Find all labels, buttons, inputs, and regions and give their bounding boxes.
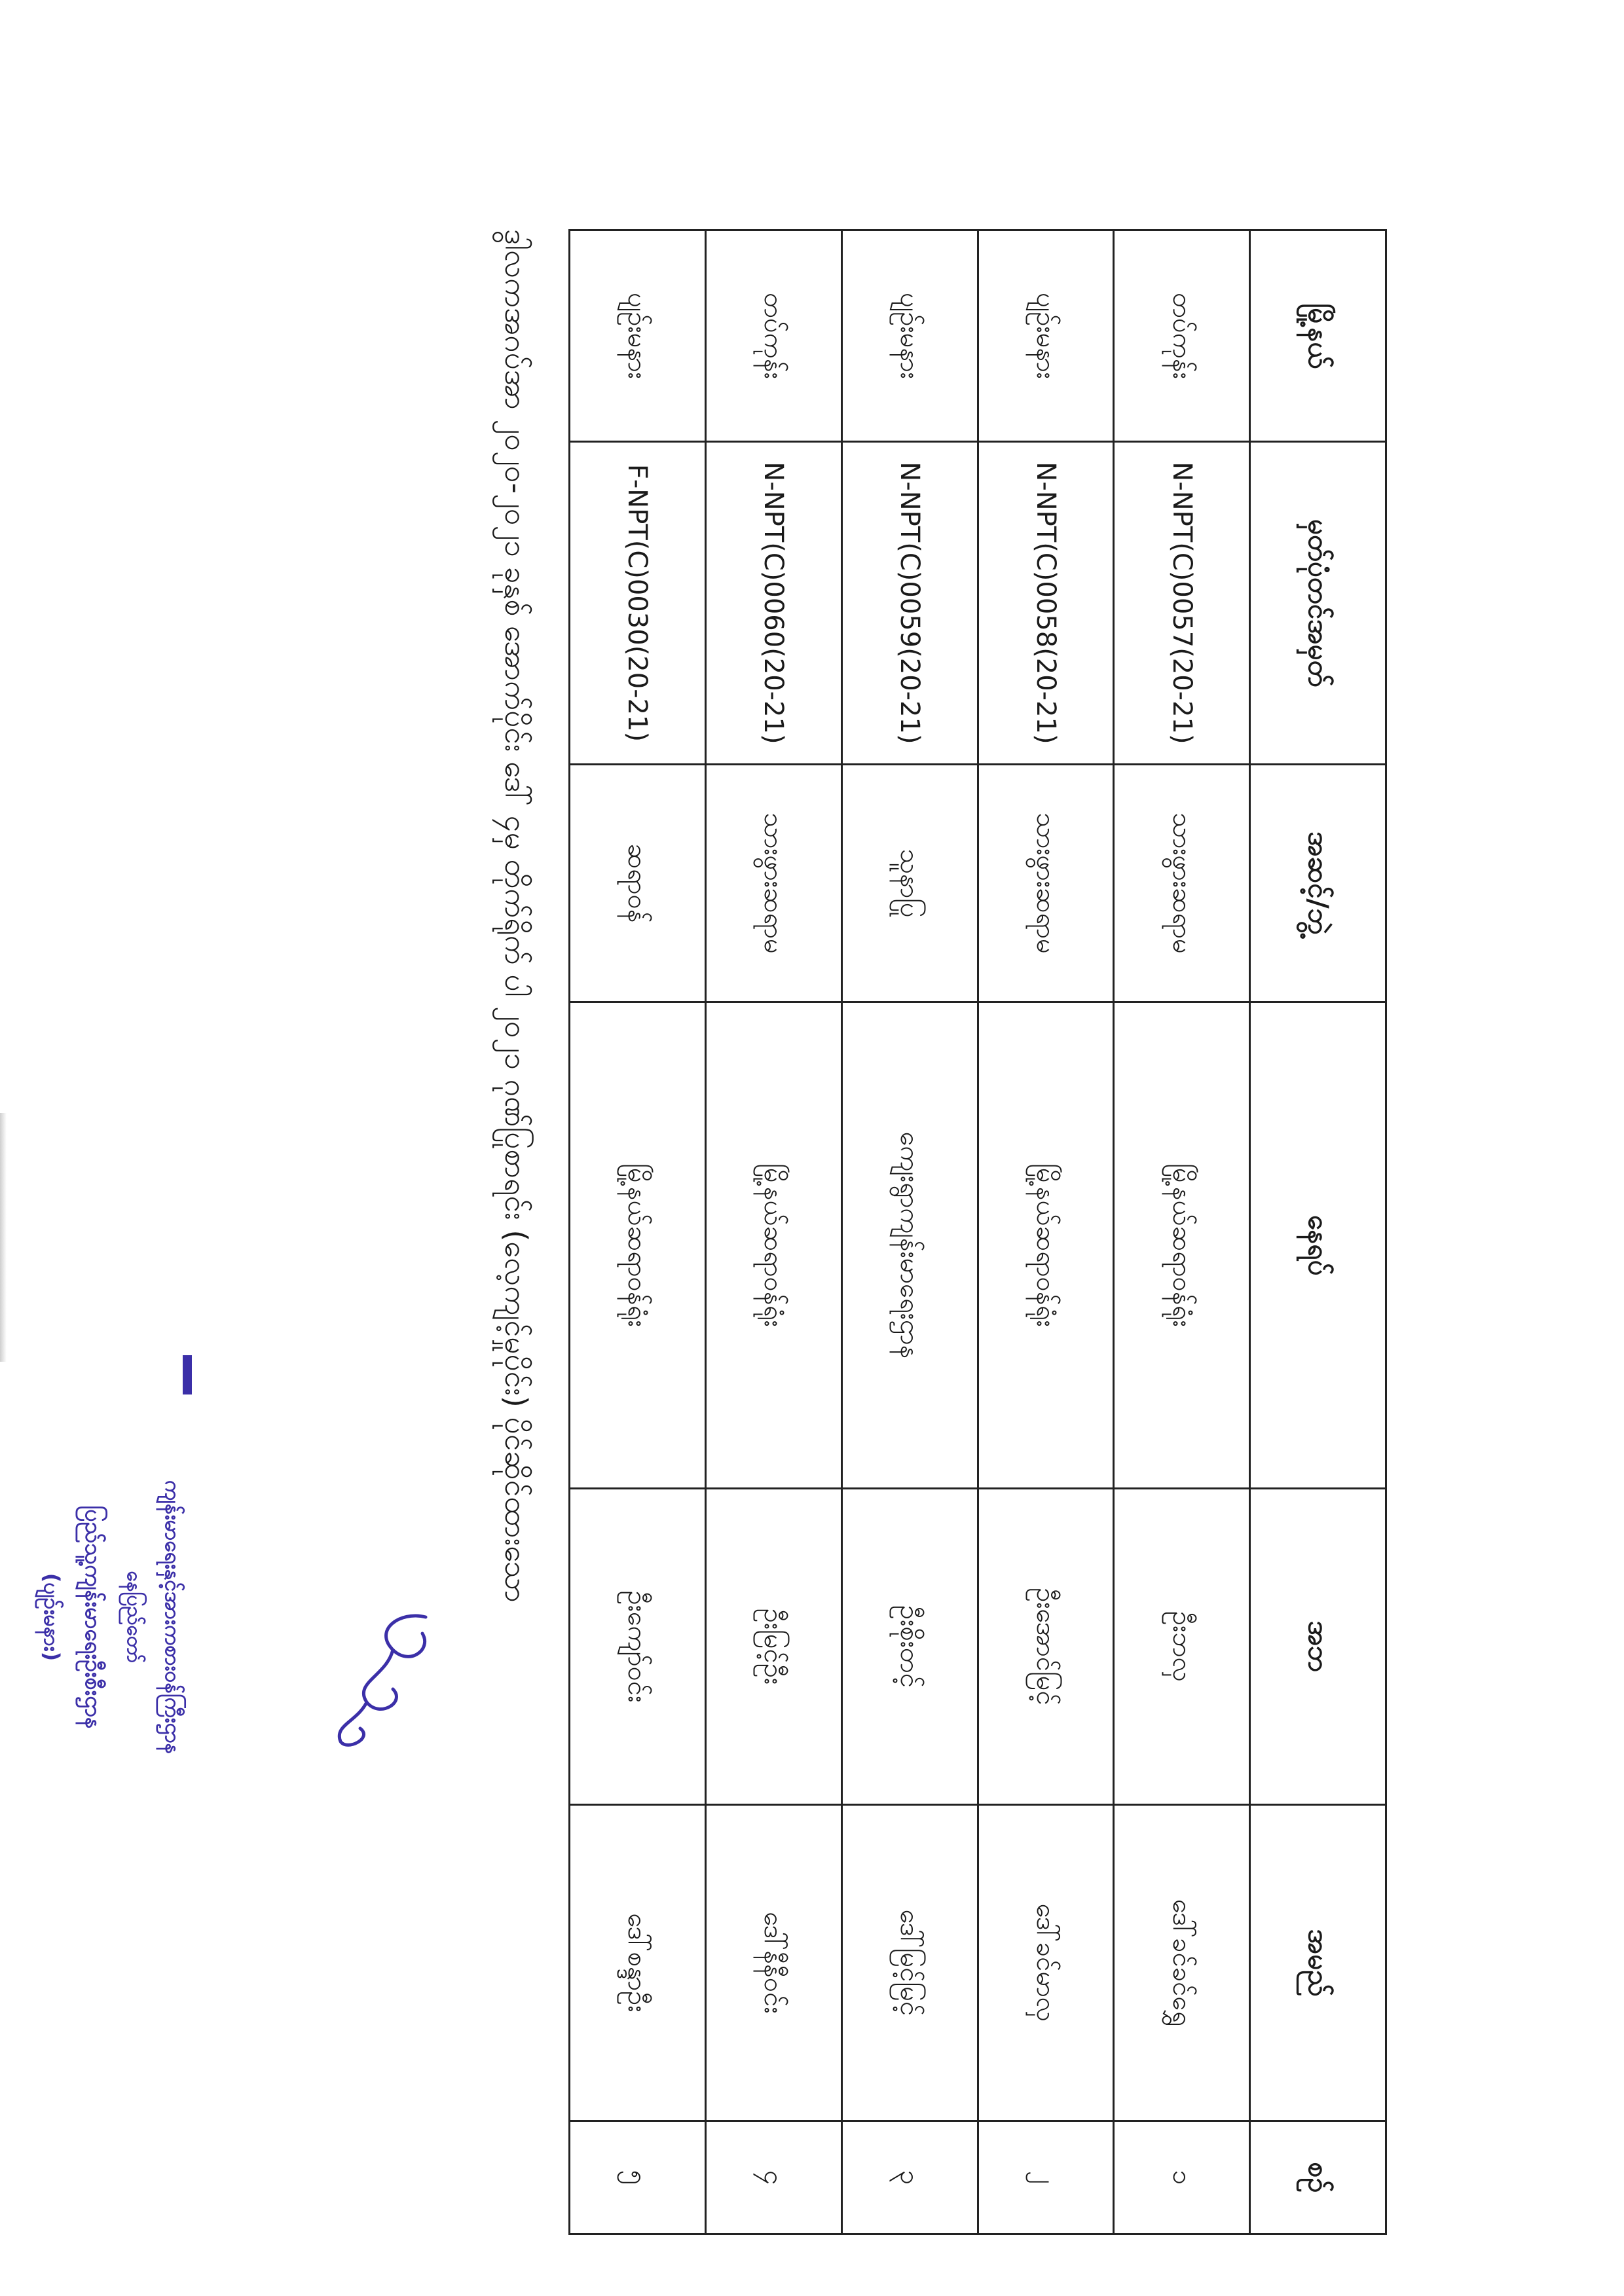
cell-no: ၃ — [841, 2121, 978, 2234]
rotated-page-content — [437, 229, 1387, 2193]
cell-address: မြို့နယ်ဆရာဝန်ရုံး — [978, 1002, 1114, 1489]
header-father: အဘ — [1250, 1489, 1386, 1805]
cell-address: မြို့နယ်ဆရာဝန်ရုံး — [705, 1002, 841, 1489]
cell-address: ကျေးရွာကျန်းမာရေးဌာန — [841, 1002, 978, 1489]
cell-registration: N-NPT(C)0057(20-21) — [1114, 442, 1250, 765]
cell-no: ၁ — [1114, 2121, 1250, 2234]
cell-registration: N-NPT(C)0058(20-21) — [978, 442, 1114, 765]
cell-township: တပ်ကုန်း — [1114, 230, 1250, 442]
header-registration: မှတ်ပုံတင်အမှတ် — [1250, 442, 1386, 765]
cell-status: သားဖွားဆရာမ — [1114, 765, 1250, 1002]
official-stamp — [0, 1394, 187, 1840]
cell-township: ပျဉ်းမနား — [570, 230, 706, 442]
cell-father: ဦးအောင်မြင့် — [978, 1489, 1114, 1805]
table-row — [570, 230, 706, 2234]
cell-name: ဒေါ်နီနီဝင်း — [705, 1805, 841, 2121]
table-row — [705, 230, 841, 2234]
cell-address: မြို့နယ်ဆရာဝန်ရုံး — [1114, 1002, 1250, 1489]
cell-township: ပျဉ်းမနား — [841, 230, 978, 442]
cell-name: ဒေါ်ခင်ခင်ရွှေ — [1114, 1805, 1250, 2121]
stamp-city: နေပြည်တော် — [122, 1571, 145, 1664]
cell-no: ၅ — [570, 2121, 706, 2234]
stamp-township: (ပျဉ်းမနား) — [39, 1573, 64, 1662]
stamp-department: ပြည်သူ့ကျန်းမာရေးဦးစီးဌာန — [80, 1505, 106, 1729]
cell-father: ဦးဘလှ — [1114, 1489, 1250, 1805]
header-name: အမည် — [1250, 1805, 1386, 2121]
cell-township: တပ်ကုန်း — [705, 230, 841, 442]
table-row — [1114, 230, 1250, 2234]
stamp-mark — [183, 1355, 192, 1394]
cell-status: သူနာပြု — [841, 765, 978, 1002]
cell-registration: N-NPT(C)0060(20-21) — [705, 442, 841, 765]
header-no: စဉ် — [1250, 2121, 1386, 2234]
cell-registration: F-NPT(C)0030(20-21) — [570, 442, 706, 765]
cell-father: ဦးကျော်ဝင်း — [570, 1489, 706, 1805]
cell-no: ၂ — [978, 2121, 1114, 2234]
register-table — [568, 229, 1387, 2235]
cell-status: သားဖွားဆရာမ — [978, 765, 1114, 1002]
cell-name: ဒေါ်ခင်မာလှ — [978, 1805, 1114, 2121]
cell-father: ဦးမြင့်ဦး — [705, 1489, 841, 1805]
header-township: မြို့နယ် — [1250, 230, 1386, 442]
cell-no: ၄ — [705, 2121, 841, 2234]
cell-name: ဒေါ်မြင့်မြင့် — [841, 1805, 978, 2121]
header-status: အဆင့်/ဘွဲ့ — [1250, 765, 1386, 1002]
header-address: နေရပ် — [1250, 1002, 1386, 1489]
cell-father: ဦးစိုးတင့် — [841, 1489, 978, 1805]
page-heading: ဒွါလကအဂပ်အာ ၂၀၂၀-၂၀၂၁ ခုနှစ် အောက်ပိုင်း ဒေါ် ၄မှ တိုက်ရိုက် ပါ ၂၀၂၁ ဂုဏ်ပြုစာရင်း (လေ့ကျင့်မှုပိုင်း) ပိုင်ဆိုင်ထားသော — [498, 229, 534, 1603]
handwritten-signature — [295, 1604, 465, 1755]
cell-status: ဆရာဝန် — [570, 765, 706, 1002]
cell-name: ဒေါ်စန္ဒာဦး — [570, 1805, 706, 2121]
cell-address: မြို့နယ်ဆရာဝန်ရုံး — [570, 1002, 706, 1489]
cell-registration: N-NPT(C)0059(20-21) — [841, 442, 978, 765]
scan-edge — [0, 1113, 7, 1362]
table-row — [841, 230, 978, 2234]
cell-township: ပျဉ်းမနား — [978, 230, 1114, 442]
cell-status: သားဖွားဆရာမ — [705, 765, 841, 1002]
stamp-ministry: ကျန်းမာရေးနှင့်အားကစားဝန်ကြီးဌာန — [160, 1480, 185, 1755]
table-row — [978, 230, 1114, 2234]
table-header-row — [1250, 230, 1386, 2234]
